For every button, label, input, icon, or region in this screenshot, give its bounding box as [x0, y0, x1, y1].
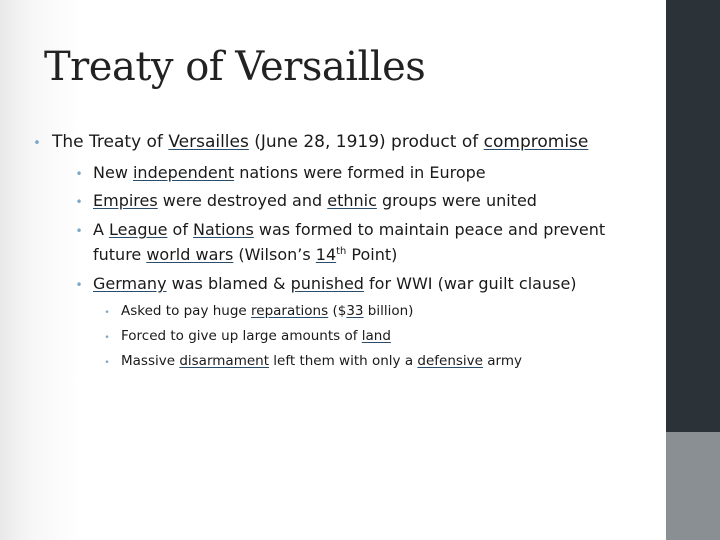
bullet-treaty-overview: • The Treaty of Versailles (June 28, 1919) product of compromise — [29, 132, 588, 152]
bullet-germany-blamed: • Germany was blamed & punished for WWI (war guilt clause) — [72, 274, 577, 293]
slide-title: Treaty of Versailles — [44, 44, 426, 90]
bullet-dot-icon: • — [75, 167, 83, 181]
bullet-dot-icon: • — [75, 278, 83, 292]
bullet-reparations: • Asked to pay huge reparations ($33 billion) — [101, 303, 413, 319]
bullet-new-nations: • New independent nations were formed in Europe — [72, 163, 486, 182]
bullet-dot-icon: • — [33, 136, 41, 151]
bullet-disarmament: • Massive disarmament left them with only a defensive army — [101, 353, 522, 369]
bullet-dot-icon: • — [104, 358, 110, 368]
bullet-dot-icon: • — [75, 224, 83, 238]
bullet-land-loss: • Forced to give up large amounts of land — [101, 328, 391, 344]
bullet-league-of-nations: • A League of Nations was formed to maintain peace and prevent — [72, 220, 605, 239]
bullet-empires-destroyed: • Empires were destroyed and ethnic groups were united — [72, 191, 537, 210]
sidebar-light-band — [666, 432, 720, 540]
sidebar-dark-band — [666, 0, 720, 432]
bullet-dot-icon: • — [104, 308, 110, 318]
bullet-dot-icon: • — [75, 195, 83, 209]
bullet-league-of-nations-continued: future world wars (Wilson’s 14th Point) — [93, 245, 398, 264]
bullet-dot-icon: • — [104, 333, 110, 343]
